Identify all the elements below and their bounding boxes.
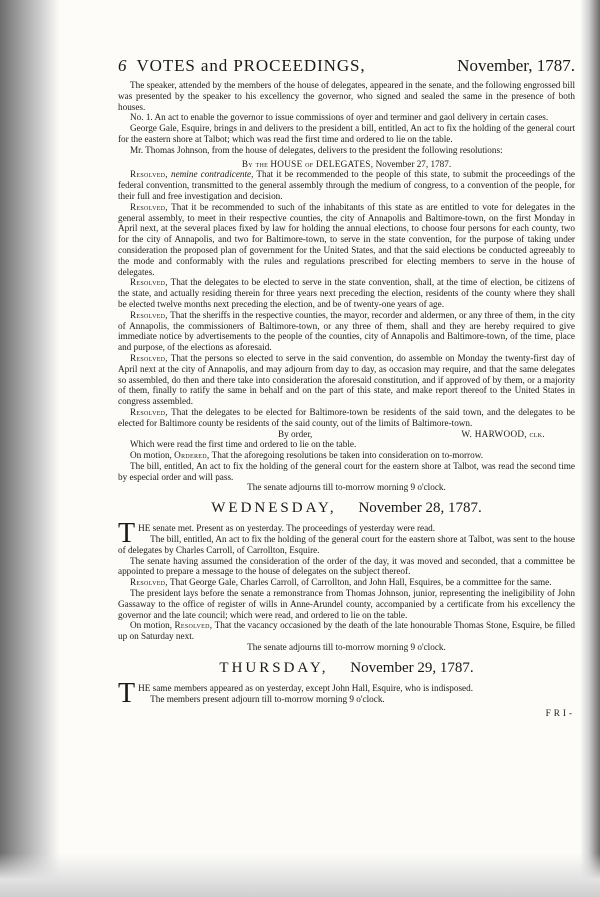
resolved-lead: Resolved, — [130, 352, 168, 363]
ordered-lead: Ordered, — [174, 450, 210, 461]
motion-lead: On motion, — [130, 620, 172, 631]
paragraph — [118, 620, 575, 642]
motion-lead: On motion, — [130, 450, 172, 461]
resolution — [118, 310, 575, 353]
resolution-flag: nemine contradicente, — [171, 169, 254, 180]
resolved-lead: Resolved, — [130, 277, 168, 288]
drop-cap: T — [118, 677, 136, 709]
resolution — [118, 407, 575, 429]
paragraph: The bill, entitled, An act to fix the holding of the general court for the eastern shore at Talbot, was sent to the house of delegates by Charles Carroll, of Carrollton, Esquire. — [118, 534, 575, 555]
motion-text: That the aforegoing resolutions be taken into consideration on to-morrow. — [211, 450, 484, 461]
resolved-lead: Resolved, — [130, 309, 168, 320]
resolved-lead: Resolved, — [130, 169, 168, 180]
paragraph: The president lays before the senate a remonstrance from Thomas Johnson, junior, representing the ineligibility of John Gassaway to the office of register of wills in Anne-Arundel county, accompanied by a certificate from his excellency the governor and the late council; which were read, and ordered to lie on the table. — [118, 588, 575, 620]
message-date: November 27, 1787. — [375, 158, 452, 169]
paragraph: No. 1. An act to enable the governor to issue commissions of oyer and terminer and gaol delivery in certain cases. — [130, 112, 549, 123]
page-content — [118, 56, 575, 719]
by-order: By order, — [278, 428, 313, 439]
page-number: 6 — [118, 56, 127, 75]
resolution — [118, 169, 575, 201]
day-date: November 28, 1787. — [358, 500, 482, 517]
resolution — [118, 202, 575, 278]
resolution-text: That George Gale, Charles Carroll, of Carrollton, and John Hall, Esquires, be a committee for the same. — [170, 577, 552, 588]
running-title: VOTES and PROCEEDINGS, — [136, 56, 366, 75]
motion-text: That the vacancy occasioned by the death of the late honourable Thomas Stone, Esquire, be filled up on Saturday next. — [118, 620, 575, 642]
drop-cap: T — [118, 518, 136, 550]
paragraph: The senate having assumed the consideration of the order of the day, it was moved and seconded, that a committee be appointed to prepare a message to the house of delegates on the subject thereof. — [118, 555, 575, 577]
paragraph: Which were read the first time and ordered to lie on the table. — [130, 439, 357, 450]
paragraph-text: HE same members appeared as on yesterday, except John Hall, Esquire, who is indisposed. — [138, 682, 474, 693]
paragraph: The members present adjourn till to-morrow morning 9 o'clock. — [150, 693, 385, 704]
resolved-lead: Resolved, — [130, 406, 168, 417]
running-date: November, 1787. — [457, 56, 575, 75]
paragraph: George Gale, Esquire, brings in and delivers to the president a bill, entitled, An act to fix the holding of the general court for the eastern shore at Talbot; which was read the first time and ordered to lie on the table. — [118, 123, 575, 144]
signature-block — [118, 429, 575, 440]
resolution — [118, 277, 575, 309]
message-lead: By the — [241, 158, 269, 169]
book-gutter-shadow — [0, 0, 60, 897]
resolution-text: That it be recommended to the people of this state, to submit the proceedings of the federal convention, transmitted to the general assembly through the medium of congress, to a convention of the people, for their full and free investigation and decision. — [118, 169, 575, 201]
message-house: HOUSE of DELEGATES, — [270, 158, 374, 169]
catchword: FRI- — [545, 708, 575, 719]
page-bottom-shadow — [0, 853, 600, 897]
resolution-text: That the sheriffs in the respective counties, the mayor, recorder and aldermen, or any three of them, in the city of Annapolis, the commissioners of Baltimore-town, or any three of them, shall and they are hereby required to give immediate notice by advertisements to the people of the counties, city of Annapolis and Baltimore-town, of the time, place and purpose, of the elections as aforesaid. — [118, 309, 575, 353]
running-header — [118, 56, 575, 76]
page-edge-shadow — [580, 0, 600, 897]
day-name: WEDNESDAY, — [211, 500, 337, 517]
resolved-lead: Resolved, — [174, 620, 213, 631]
message-header — [118, 159, 575, 170]
paragraph-text: HE senate met. Present as on yesterday. The proceedings of yesterday were read. — [138, 523, 436, 534]
paragraph: The speaker, attended by the members of the house of delegates, appeared in the senate, and the following engrossed bill was presented by the speaker to his excellency the governor, who signed and sealed the same in the presence of both houses. — [118, 80, 575, 112]
resolved-lead: Resolved, — [130, 577, 168, 588]
resolution-text: That the delegates to be elected for Baltimore-town be residents of the said town, and the delegates to be elected for Baltimore county be residents of the said county, out of the limits of Baltimore-town. — [118, 406, 575, 428]
resolution-text: That the persons so elected to serve in the said convention, do assemble on Monday the twenty-first day of April next at the city of Annapolis, and may adjourn from day to day, as occasion may require, and that the same delegates so assembled, do then and there take into consideration the aforesaid constitution, and if approved of by them, or a majority of them, finally to ratify the same in behalf and on the part of this state, and make report thereof to the United States in congress assembled. — [118, 352, 575, 407]
adjournment: The senate adjourns till to-morrow morning 9 o'clock. — [247, 482, 446, 493]
resolved-lead: Resolved, — [130, 201, 168, 212]
resolution-text: That the delegates to be elected to serve in the state convention, shall, at the time of election, be citizens of the state, and actually residing therein for three years next preceding the election, residents of the county where they shall be elected twelve months next preceding the election, and be of twenty-one years of age. — [118, 277, 575, 309]
resolution-text: That it be recommended to such of the inhabitants of this state as are entitled to vote for delegates in the general assembly, to meet in their respective counties, the city of Annapolis and Baltimore-town, on the first Monday in April next, at the several places fixed by law for holding the annual elections, to choose four persons for each county, two for the city of Annapolis, and two for Baltimore-town, to serve in the state convention, for the purpose of taking under consideration the proposed plan of government for the United States, and that the said elections be conducted agreeably to the mode and conformably with the rules and regulations prescribed for electing members to serve in the house of delegates. — [118, 201, 575, 277]
clerk-signature: W. HARWOOD, clk. — [461, 428, 545, 439]
day-heading-thursday — [118, 659, 575, 677]
resolution — [118, 577, 575, 588]
paragraph — [118, 450, 575, 461]
day-heading-wednesday — [118, 499, 575, 517]
day-date: November 29, 1787. — [350, 659, 474, 676]
adjournment: The senate adjourns till to-morrow morning 9 o'clock. — [247, 642, 446, 653]
paragraph: Mr. Thomas Johnson, from the house of delegates, delivers to the president the following resolutions: — [130, 144, 503, 155]
day-name: THURSDAY, — [219, 659, 329, 676]
resolution — [118, 353, 575, 407]
paragraph: The bill, entitled, An act to fix the holding of the general court for the eastern shore at Talbot, was read the second time by especial order and will pass. — [118, 460, 575, 482]
